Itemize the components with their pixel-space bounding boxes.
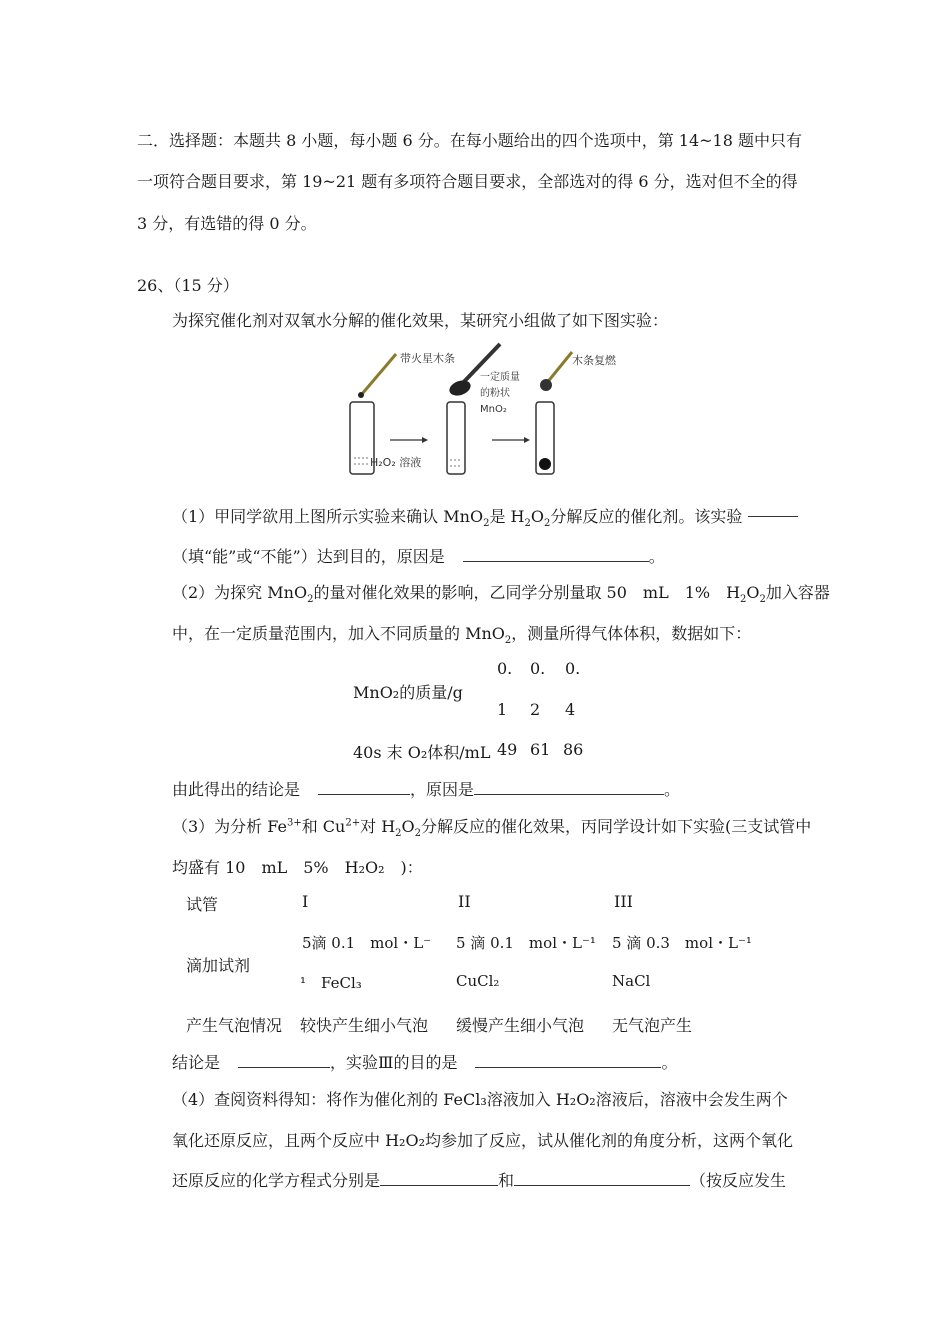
table2-reagent-label: 滴加试剂 bbox=[186, 956, 251, 975]
q2-line-2: 中，在一定质量范围内，加入不同质量的 MnO$_2$，测量所得气体体积，数据如下： bbox=[172, 624, 752, 647]
table1-row1-label: MnO₂的质量/g bbox=[353, 683, 463, 702]
q4-line-1: （4）查阅资料得知：将作为催化剂的 FeCl₃溶液加入 H₂O₂溶液后，溶液中会发生两个 bbox=[172, 1090, 788, 1109]
table1-cell: 2 bbox=[530, 700, 541, 719]
q1-answer-blank-2[interactable] bbox=[463, 547, 649, 562]
section-line-1: 二．选择题：本题共 8 小题，每小题 6 分。在每小题给出的四个选项中，第 14~18 题中只有 bbox=[137, 131, 803, 150]
table1-cell: 1 bbox=[497, 700, 508, 719]
table1-cell: 86 bbox=[563, 740, 584, 759]
table2-cell: 缓慢产生细小气泡 bbox=[456, 1016, 585, 1035]
q4-answer-blank-1[interactable] bbox=[380, 1171, 498, 1186]
label-powder-1: 一定质量 bbox=[480, 372, 520, 383]
table1-cell: 61 bbox=[530, 740, 551, 759]
table1-cell: 0. bbox=[497, 659, 513, 678]
q1-answer-blank-1[interactable] bbox=[748, 502, 798, 517]
table1-cell: 0. bbox=[530, 659, 546, 678]
q1-line-2: （填“能”或“不能”）达到目的，原因是 。 bbox=[172, 547, 665, 566]
table2-cell: CuCl₂ bbox=[456, 972, 500, 990]
table1-row2-label: 40s 末 O₂体积/mL bbox=[353, 743, 491, 762]
question-intro: 为探究催化剂对双氧水分解的催化效果，某研究小组做了如下图实验： bbox=[172, 311, 669, 330]
table1-cell: 0. bbox=[565, 659, 581, 678]
table1-cell: 49 bbox=[497, 740, 518, 759]
q1-line-1: （1）甲同学欲用上图所示实验来确认 MnO$_2$是 $H_2O_2$分解反应的催化剂。该实验 bbox=[172, 507, 743, 530]
table2-cell: 较快产生细小气泡 bbox=[300, 1016, 429, 1035]
q3-answer-blank-1[interactable] bbox=[238, 1053, 330, 1068]
q3-answer-blank-2[interactable] bbox=[475, 1053, 661, 1068]
flame-icon bbox=[540, 379, 552, 391]
relit-splint bbox=[546, 352, 572, 384]
table2-col-header: III bbox=[614, 892, 633, 911]
q4-line-3: 还原反应的化学方程式分别是 和 （按反应发生 bbox=[172, 1171, 787, 1190]
q3-line-1: （3）为分析 $Fe^{3+}$和 $Cu^{2+}$对 $H_2O_2$分解反应的催化效果，丙同学设计如下实验(三支试管中 bbox=[172, 817, 812, 840]
q4-answer-blank-2[interactable] bbox=[514, 1171, 690, 1186]
table2-cell: 无气泡产生 bbox=[612, 1016, 693, 1035]
label-splint: 带火星木条 bbox=[400, 352, 455, 365]
experiment-figure bbox=[340, 338, 640, 478]
question-number: 26、（15 分） bbox=[137, 276, 239, 295]
table2-col-header: I bbox=[302, 892, 309, 911]
q4-line-2: 氧化还原反应，且两个反应中 H₂O₂均参加了反应，试从催化剂的角度分析，这两个氧化 bbox=[172, 1131, 793, 1150]
section-line-2: 一项符合题目要求，第 19~21 题有多项符合题目要求，全部选对的得 6 分，选对但不全的得 bbox=[137, 172, 798, 191]
table2-cell: 5 滴 0.1 mol・L⁻¹ bbox=[456, 934, 596, 952]
q2-answer-blank-1[interactable] bbox=[318, 780, 410, 795]
table2-cell: NaCl bbox=[612, 972, 651, 990]
table2-col-header: II bbox=[458, 892, 471, 911]
section-line-3: 3 分，有选错的得 0 分。 bbox=[137, 214, 317, 233]
q2-answer-blank-2[interactable] bbox=[474, 780, 664, 795]
label-solution: H₂O₂ 溶液 bbox=[370, 456, 422, 469]
table2-cell: ¹ FeCl₃ bbox=[300, 974, 362, 992]
test-tube-2 bbox=[447, 402, 465, 474]
q2-conclusion: 由此得出的结论是 ，原因是 。 bbox=[172, 780, 681, 799]
glowing-splint-1 bbox=[362, 354, 396, 394]
q3-line-2: 均盛有 10 mL 5% H₂O₂ )： bbox=[172, 858, 423, 877]
table1-cell: 4 bbox=[565, 700, 576, 719]
table2-cell: 5滴 0.1 mol・L⁻ bbox=[302, 934, 432, 952]
q3-conclusion: 结论是 ，实验Ⅲ的目的是 。 bbox=[172, 1053, 678, 1072]
table2-header-label: 试管 bbox=[186, 895, 219, 914]
label-relight: 木条复燃 bbox=[572, 354, 616, 367]
q2-line-1: （2）为探究 MnO$_2$的量对催化效果的影响，乙同学分别量取 50 mL 1% $H_2O_2$加入容器 bbox=[172, 583, 830, 606]
table2-bubble-label: 产生气泡情况 bbox=[186, 1016, 283, 1035]
label-powder-3: MnO₂ bbox=[480, 404, 507, 415]
label-powder-2: 的粉状 bbox=[480, 388, 510, 399]
table2-cell: 5 滴 0.3 mol・L⁻¹ bbox=[612, 934, 752, 952]
